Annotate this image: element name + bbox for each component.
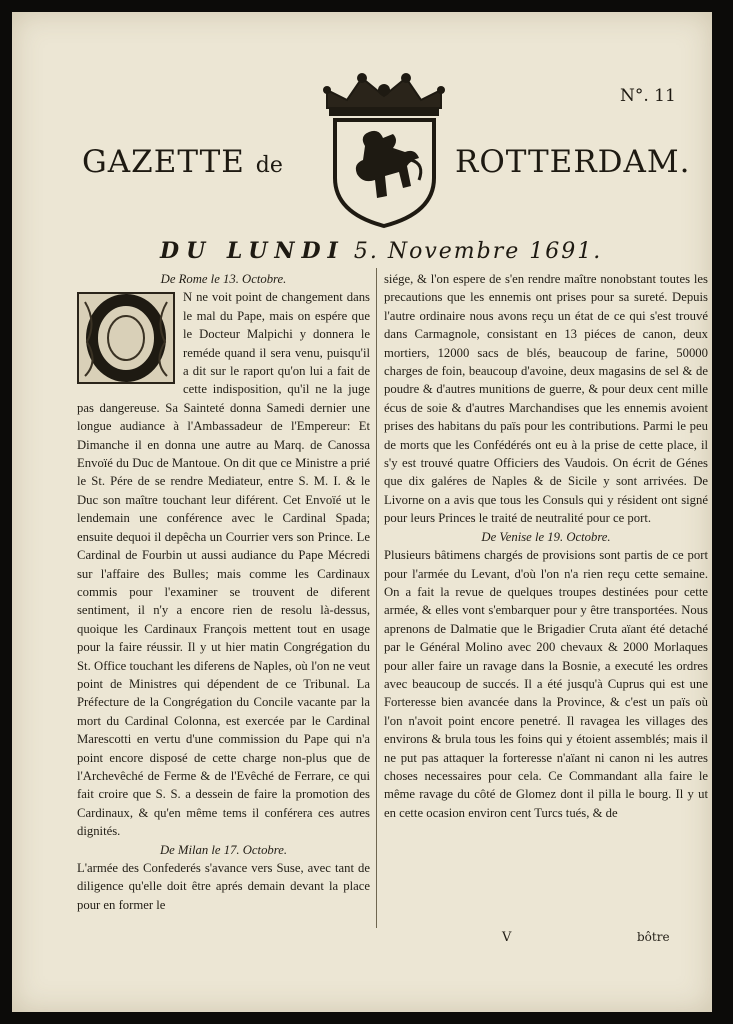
masthead-left (82, 144, 283, 180)
issue-number: N°. 11 (620, 86, 676, 106)
column-divider (376, 268, 377, 928)
venise-article: Plusieurs bâtimens chargés de provisions sont partis de ce port pour l'armée du Levant, d'où l'on n'a rien reçu cette semaine. On a fait la revue de quelques troupes destinées pour cette armée, & elles vont s'embarquer pour y être transportées. Nous aprenons de Dalmatie que le Brigadier Cruta aïant été detaché par le Général Molino avec 200 chevaux & 2000 Morlaques pour aller faire un ravage dans la Bosnie, a executé les ordres avec beaucoup de succés. Il a été jusqu'à Cuprus qui est une Forteresse bien avancée dans la Province, & c'est un païs où l'on n'avoit point encore penetré. Il ravagea les villages des environs & brula tous les foins qui y étoient assemblés; mais il ne put pas attaquer la forteresse n'aïant ni canon ni les autres choses necessaires pour cela. Ce Commandant alla faire le même ravage du côté de Glomez dont il pilla le bourg. Il y ut en cette ocasion environ cent Turcs tués, & de (384, 548, 708, 820)
dateline-date: 5. Novembre 1691. (353, 239, 603, 264)
right-column (384, 270, 708, 822)
signature-mark: V (502, 930, 512, 945)
venise-dateline: De Venise le 19. Octobre. (481, 529, 611, 544)
crowned-lion-crest-icon (307, 68, 462, 230)
rome-dateline: De Rome le 13. Octobre. (160, 272, 287, 286)
milan-dateline: De Milan le 17. Octobre. (159, 842, 288, 857)
left-column (77, 270, 370, 914)
masthead-title-gazette: GAZETTE (82, 144, 245, 180)
dateline-day: DU LUNDI (160, 238, 345, 264)
issue-dateline (160, 238, 602, 264)
masthead-title-de: de (255, 153, 283, 178)
milan-article-continued: siége, & l'on espere de s'en rendre maître nonobstant toutes les precautions que les ennemis ont prises pour sa sureté. Depuis l'autre ordinaire nous avons reçu un état de ce qui s'est trouvé dans Carmagnole, consistant en 13 piéces de canon, deux mortiers, 12000 sacs de blés, beaucoup de farine, 50000 charges de foin, beaucoup d'avoine, deux magasins de sel & de poudre & d'autres munitions de guerre, & pour deux cent mille écus de soie & d'autres Marchandises que les ennemis avoient prises des habitans du païs pour les contributions. Parmi le peu de morts que les Confédérés ont eu à la prise de cette place, il s'y est trouvé quatre Officiers des Vaudois. On écrit de Génes que dix galéres de Naples & de Sicile y sont arrivées. De Livorne on a avis que tous les Consuls qui y résident ont signé pour leurs Princes le traité de neutralité pour ce port. (384, 272, 708, 526)
milan-article: L'armée des Confederés s'avance vers Suse, avec tant de diligence qu'elle doit être aprés demain devant la place pour en former le (77, 861, 370, 912)
gazette-page (12, 12, 712, 1012)
catchword: bôtre (637, 930, 670, 944)
ornamental-initial-O-icon (77, 292, 175, 384)
masthead-title-rotterdam: ROTTERDAM. (455, 144, 691, 180)
rome-article: N ne voit point de changement dans le mal du Pape, mais on espére que le Docteur Malpichi y donnera le reméde quand il sera venu, puisqu'il a dit sur le raport qu'on lui a fait de cette indisposition, qu'il ne la juge pas dangereuse. Sa Sainteté donna Samedi dernier une longue audiance à l'Ambassadeur de l'Empereur: Et Dimanche il en donna une autre au Marq. de Canossa Envoïé du Duc de Mantoue. On dit que ce Ministre a prié le St. Pére de se rendre Mediateur, entre S. M. I. & le Duc son maître touchant leur diférent. Cet Envoïé ut le lendemain une conférence avec le Cardinal Spada; ensuite dequoi il depêcha un Courrier vers son Prince. Le Cardinal de Fourbin ut aussi audiance du Pape Mécredi sur l'affaire des Bulles; mais comme les Cardinaux commis pour l'examiner se trouvent de diferent sentiment, il n'y a encore rien de resolu là-dessus, quoique les Cardinaux François mettent tout en usage pour la faire réussir. Il y ut hier matin Congrégation du St. Office touchant les diferens de Naples, où l'on ne veut point de Ministres qui dépendent de ce Tribunal. La Préfecture de la Congrégation du Concile vacante par la mort du Cardinal Colonna, est exercée par le Cardinal Marescotti en vertu d'une commission du Pape qui n'a point encore disposé de cette charge non-plus que de l'Archevêché de Ferme & de l'Evêché de Ferrare, ce qui fait croire que S. S. a dessein de faire la promotion des Cardinaux, & qu'en même tems il conférera ces autres dignités. (77, 290, 370, 839)
